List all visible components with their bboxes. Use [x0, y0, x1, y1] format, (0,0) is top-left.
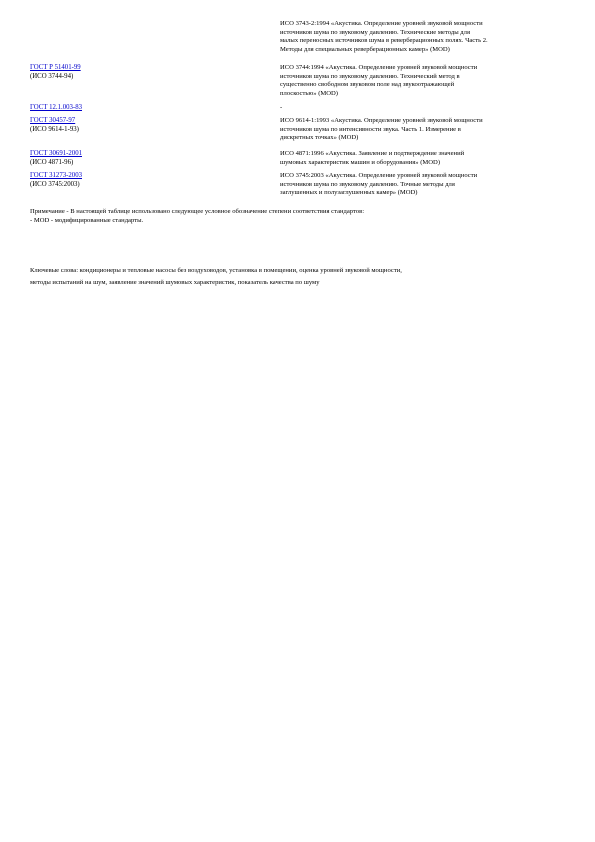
iso-description — [280, 117, 560, 143]
gost-cell — [30, 172, 275, 189]
note-line: Примечание - В настоящей таблице использовано следующее условное обозначение степени соответствия стандартов: — [30, 208, 365, 215]
iso-description — [280, 104, 560, 113]
iso-line: шумовых характеристик машин и оборудования» (MOD) — [280, 158, 441, 166]
gost-link[interactable]: ГОСТ 31273-2003 — [30, 172, 82, 179]
iso-ref: (ИСО 3744-94) — [30, 72, 74, 80]
keywords-line: методы испытаний на шум, заявление значений шумовых характеристик, показатель качества по шуму — [30, 279, 320, 286]
gost-link[interactable]: ГОСТ 12.1.003-83 — [30, 104, 82, 111]
iso-line: ИСО 3743-2:1994 «Акустика. Определение уровней звуковой мощности — [280, 20, 483, 27]
iso-line: источников шума по звуковому давлению. Технический метод в — [280, 72, 460, 80]
iso-description — [280, 20, 560, 54]
gost-cell — [30, 117, 275, 134]
iso-line: дискретных точках» (MOD) — [280, 134, 359, 142]
iso-line: ИСО 4871:1996 «Акустика. Заявление и подтверждение значений — [280, 150, 465, 157]
iso-line: плоскостью» (MOD) — [280, 89, 339, 97]
iso-line: источников шума по звуковому давлению. Технические методы для — [280, 28, 470, 36]
iso-description — [280, 64, 560, 98]
iso-description — [280, 150, 560, 167]
gost-link[interactable]: ГОСТ 30457-97 — [30, 117, 76, 124]
gost-cell — [30, 64, 275, 81]
iso-description — [280, 172, 560, 198]
iso-line: малых переносных источников шума в реверберационных полях. Часть 2. — [280, 37, 488, 45]
iso-ref: (ИСО 4871-96) — [30, 158, 74, 166]
iso-line: ИСО 3744:1994 «Акустика. Определение уровней звуковой мощности — [280, 64, 478, 71]
gost-link[interactable]: ГОСТ Р 51401-99 — [30, 64, 81, 71]
iso-ref: (ИСО 3745:2003) — [30, 180, 80, 188]
iso-line: Методы для специальных реверберационных камер» (MOD) — [280, 45, 450, 53]
note-line: - MOD - модифицированные стандарты. — [30, 216, 144, 224]
iso-ref: (ИСО 9614-1-93) — [30, 125, 79, 133]
gost-cell — [30, 104, 275, 113]
gost-link[interactable]: ГОСТ 30691-2001 — [30, 150, 82, 157]
iso-line: существенно свободном звуковом поле над звукоотражающей — [280, 81, 455, 89]
iso-line: источников шума по звуковому давлению. Точные методы для — [280, 180, 455, 188]
iso-line: ИСО 3745:2003 «Акустика. Определение уровней звуковой мощности — [280, 172, 478, 179]
iso-line: заглушенных и полузаглушенных камер» (MOD) — [280, 189, 418, 197]
gost-cell — [30, 150, 275, 167]
keywords-line: Ключевые слова: кондиционеры и тепловые насосы без воздуховодов, установка в помещении, оценка уровней звуковой мощности, — [30, 267, 402, 274]
keywords — [30, 265, 565, 289]
iso-line: ИСО 9614-1:1993 «Акустика. Определение уровней звуковой мощности — [280, 117, 483, 124]
iso-line: источников шума по интенсивности звука. Часть 1. Измерение в — [280, 125, 461, 133]
table-note — [30, 208, 560, 225]
iso-line: - — [280, 104, 283, 111]
